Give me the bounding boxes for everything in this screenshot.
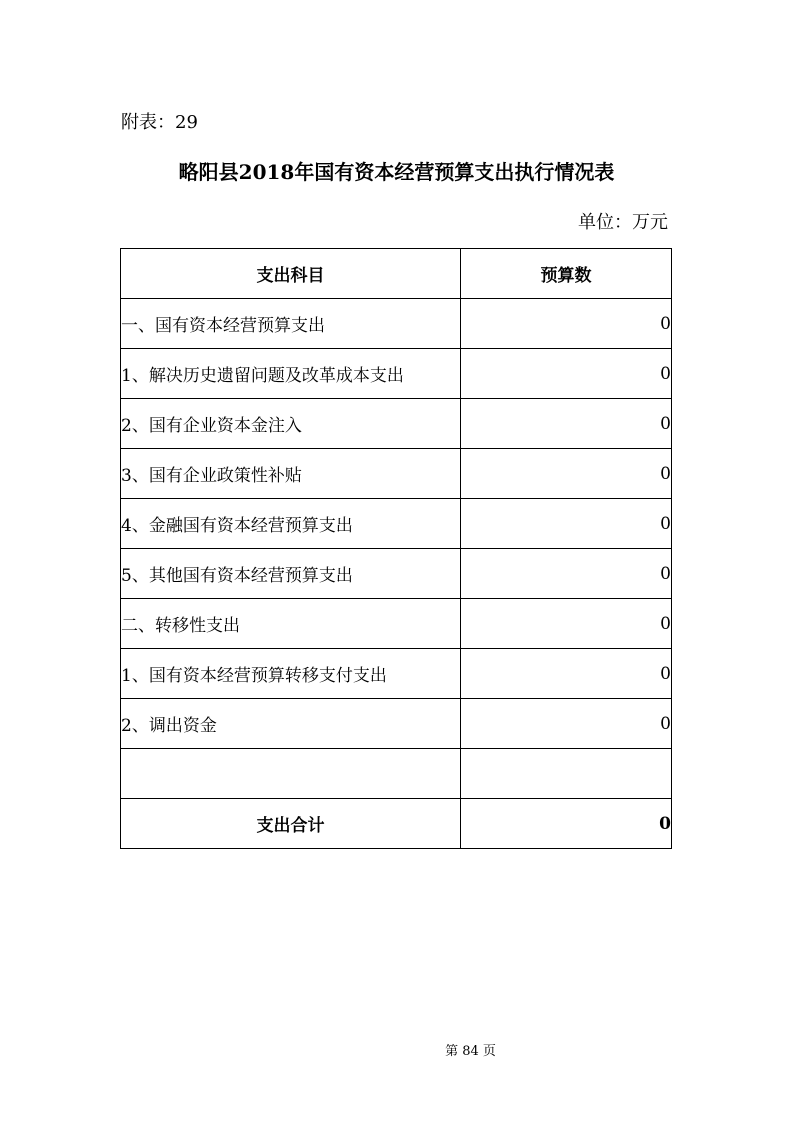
table-row [121, 349, 672, 399]
table-row [121, 499, 672, 549]
table-row [121, 649, 672, 699]
page-number: 第 84 页 [445, 1044, 496, 1059]
unit-label: 单位：万元 [578, 212, 668, 233]
table-total-row [121, 799, 672, 849]
table-row [121, 449, 672, 499]
table-row [121, 299, 672, 349]
row-item: 5、其他国有资本经营预算支出 [121, 549, 461, 599]
budget-table [120, 248, 672, 849]
row-amount: 0 [461, 599, 672, 649]
table-row [121, 399, 672, 449]
row-item: 4、金融国有资本经营预算支出 [121, 499, 461, 549]
table-row [121, 549, 672, 599]
document-title: 略阳县2018年国有资本经营预算支出执行情况表 [178, 160, 615, 184]
row-amount: 0 [461, 349, 672, 399]
row-amount: 0 [461, 649, 672, 699]
row-amount [461, 749, 672, 799]
table-row [121, 599, 672, 649]
table-row [121, 749, 672, 799]
attachment-label: 附表：29 [121, 112, 198, 133]
row-item: 一、国有资本经营预算支出 [121, 299, 461, 349]
row-item: 2、国有企业资本金注入 [121, 399, 461, 449]
row-item: 2、调出资金 [121, 699, 461, 749]
total-label: 支出合计 [121, 799, 461, 849]
row-item: 1、国有资本经营预算转移支付支出 [121, 649, 461, 699]
row-amount: 0 [461, 499, 672, 549]
row-item: 1、解决历史遗留问题及改革成本支出 [121, 349, 461, 399]
row-item: 二、转移性支出 [121, 599, 461, 649]
row-amount: 0 [461, 449, 672, 499]
row-amount: 0 [461, 299, 672, 349]
table-row [121, 699, 672, 749]
header-item: 支出科目 [121, 249, 461, 299]
table-header-row [121, 249, 672, 299]
row-amount: 0 [461, 549, 672, 599]
row-amount: 0 [461, 699, 672, 749]
total-amount: 0 [461, 799, 672, 849]
row-item: 3、国有企业政策性补贴 [121, 449, 461, 499]
row-amount: 0 [461, 399, 672, 449]
row-item [121, 749, 461, 799]
header-amount: 预算数 [461, 249, 672, 299]
